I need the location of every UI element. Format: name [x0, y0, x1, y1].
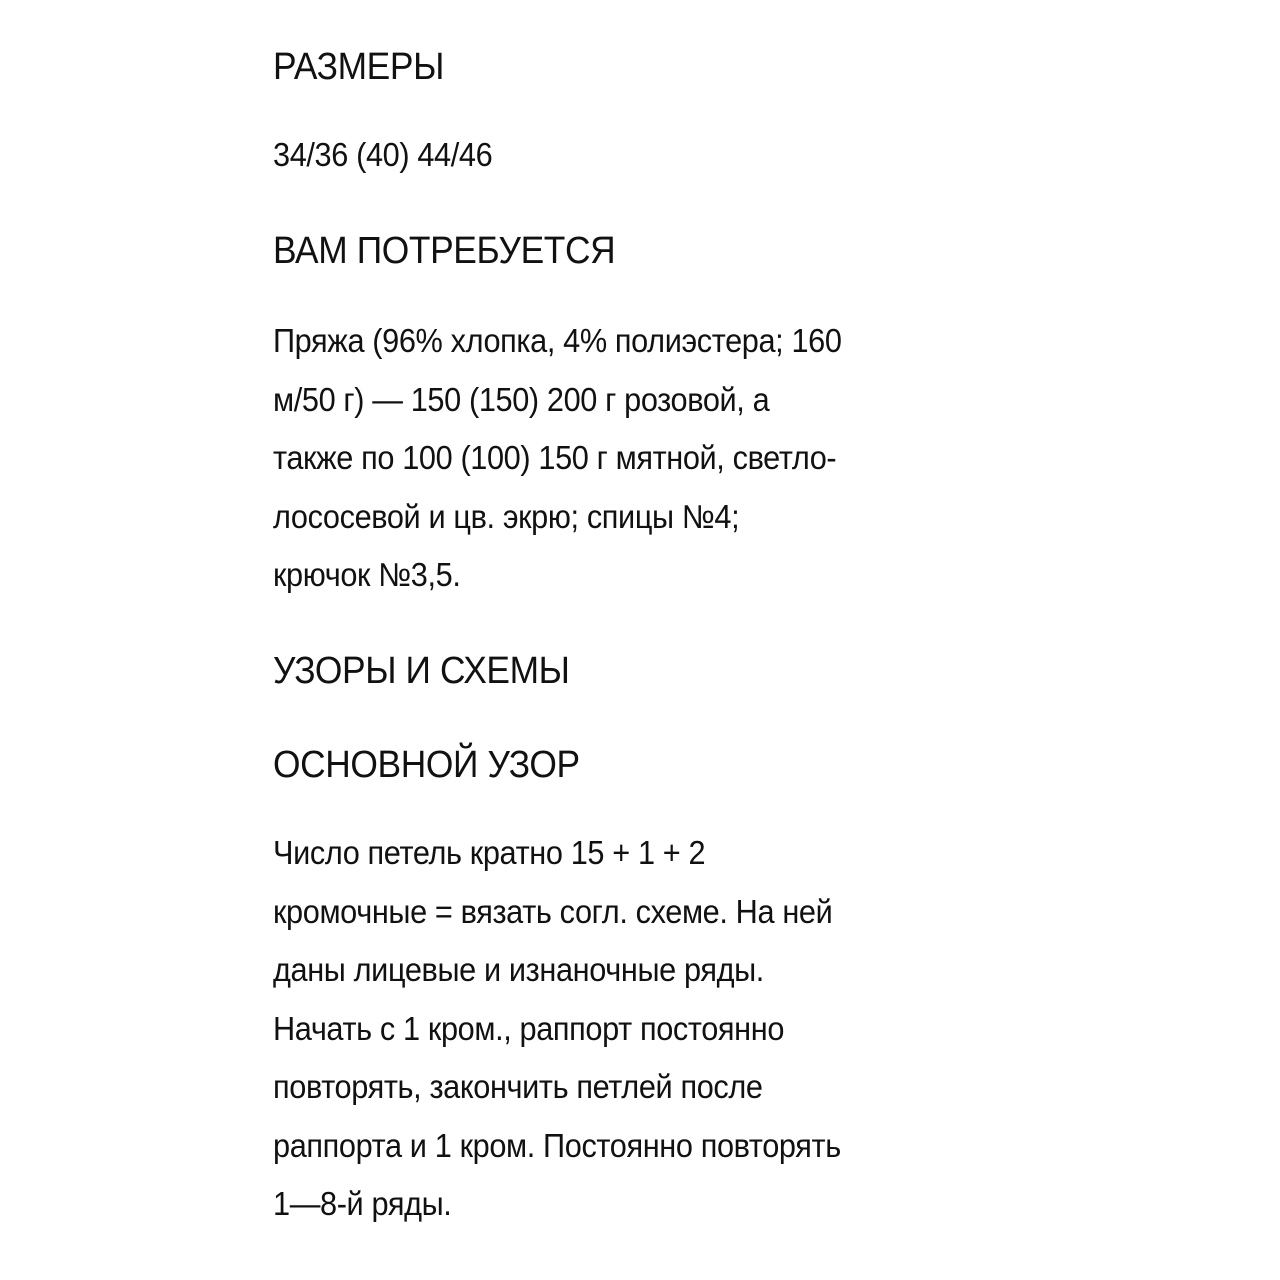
main-pattern-line: Начать с 1 кром., раппорт постоянно — [273, 1009, 785, 1047]
patterns-heading: УЗОРЫ И СХЕМЫ — [273, 650, 570, 692]
materials-heading: ВАМ ПОТРЕБУЕТСЯ — [273, 230, 616, 272]
main-pattern-heading: ОСНОВНОЙ УЗОР — [273, 744, 580, 786]
materials-line: Пряжа (96% хлопка, 4% полиэстера; 160 — [273, 322, 842, 359]
sizes-value-line: 34/36 (40) 44/46 — [273, 136, 493, 173]
main-pattern-line: повторять, закончить петлей после — [273, 1068, 763, 1105]
main-pattern-line: Число петель кратно 15 + 1 + 2 — [273, 834, 706, 871]
main-pattern-line: кромочные = вязать согл. схеме. На ней — [273, 892, 833, 930]
main-pattern-line: раппорта и 1 кром. Постоянно повторять — [273, 1126, 841, 1164]
materials-line: также по 100 (100) 150 г мятной, светло- — [273, 439, 837, 476]
materials-line: крючок №3,5. — [273, 556, 461, 593]
main-pattern-line: даны лицевые и изнаночные ряды. — [273, 951, 764, 988]
materials-line: м/50 г) — 150 (150) 200 г розовой, а — [273, 380, 770, 418]
materials-line: лососевой и цв. экрю; спицы №4; — [273, 497, 740, 535]
sizes-heading: РАЗМЕРЫ — [273, 46, 445, 88]
materials-paragraph — [273, 312, 1008, 605]
sizes-value — [273, 126, 1008, 185]
main-pattern-line: 1—8-й ряды. — [273, 1185, 452, 1222]
main-pattern-paragraph — [273, 824, 1008, 1234]
